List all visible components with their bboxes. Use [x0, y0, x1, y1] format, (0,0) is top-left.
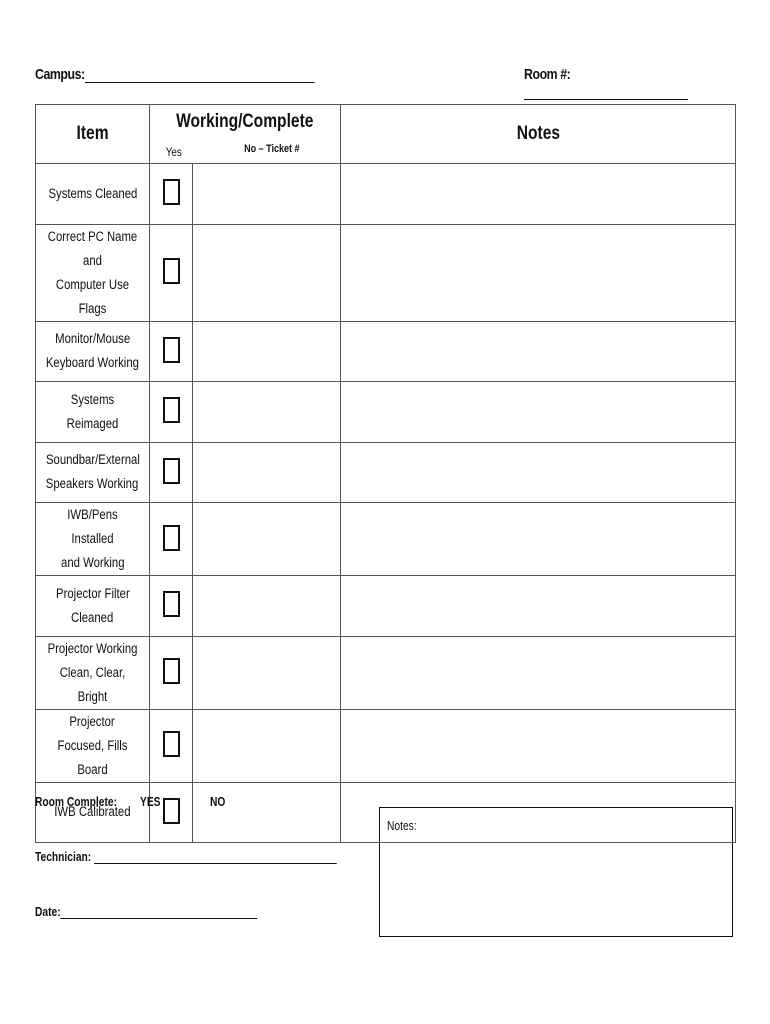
item-label-line-2: and Working	[60, 555, 125, 570]
yes-checkbox[interactable]	[163, 458, 180, 484]
notes-header: Notes	[341, 105, 736, 164]
date-line[interactable]	[61, 904, 258, 919]
table-row	[36, 321, 736, 382]
yes-checkbox[interactable]	[163, 258, 180, 284]
date-label: Date:	[35, 905, 61, 919]
table-row	[36, 503, 736, 576]
yes-cell[interactable]	[150, 709, 193, 782]
item-label-line-2: Cleaned	[71, 609, 114, 625]
table-row	[36, 442, 736, 503]
yes-cell[interactable]	[150, 576, 193, 637]
table-row	[36, 164, 736, 225]
item-cell	[36, 576, 150, 637]
table-row	[36, 382, 736, 443]
table-row	[36, 224, 736, 321]
item-label-line-1: Projector Filter	[55, 585, 130, 601]
item-label-line-1: Systems Reimaged	[66, 391, 119, 431]
checklist-table	[35, 104, 736, 843]
working-title: Working/Complete	[176, 111, 314, 132]
notes-cell[interactable]	[341, 164, 736, 225]
ticket-cell[interactable]	[193, 782, 341, 843]
yes-checkbox[interactable]	[163, 525, 180, 551]
item-label-line-2: Focused, Fills Board	[57, 737, 128, 777]
item-cell	[36, 782, 150, 843]
date-field[interactable]	[35, 904, 257, 919]
notes-cell[interactable]	[341, 442, 736, 503]
table-row	[36, 709, 736, 782]
notes-cell[interactable]	[341, 709, 736, 782]
technician-field[interactable]	[35, 849, 337, 864]
no-ticket-subheader: No – Ticket #	[244, 143, 300, 155]
item-label-line-2: Speakers Working	[46, 476, 139, 492]
ticket-cell[interactable]	[193, 382, 341, 443]
yes-cell[interactable]	[150, 321, 193, 382]
item-label-line-1: Correct PC Name and	[47, 228, 138, 268]
ticket-cell[interactable]	[193, 576, 341, 637]
item-label-line-1: IWB/Pens Installed	[67, 507, 118, 546]
ticket-cell[interactable]	[193, 503, 341, 576]
item-label-line-1: Projector	[69, 713, 116, 729]
item-label-line-1: IWB Calibrated	[54, 804, 131, 820]
yes-checkbox[interactable]	[163, 179, 180, 205]
notes-cell[interactable]	[341, 224, 736, 321]
item-header: Item	[36, 105, 150, 164]
item-label-line-2: Keyboard Working	[45, 355, 140, 371]
ticket-cell[interactable]	[193, 442, 341, 503]
yes-cell[interactable]	[150, 382, 193, 443]
room-line[interactable]	[524, 85, 688, 100]
ticket-cell[interactable]	[193, 709, 341, 782]
item-cell	[36, 503, 150, 576]
yes-subheader: Yes	[165, 145, 182, 159]
technician-line[interactable]	[94, 849, 337, 864]
room-field[interactable]	[524, 66, 726, 100]
campus-label: Campus:	[35, 66, 85, 83]
item-label-line-1: Monitor/Mouse	[54, 331, 130, 347]
item-cell	[36, 224, 150, 321]
campus-field[interactable]	[35, 66, 314, 83]
item-cell	[36, 442, 150, 503]
table-row	[36, 576, 736, 637]
campus-line[interactable]	[85, 68, 315, 83]
room-complete-yes[interactable]: YES	[140, 795, 161, 809]
ticket-cell[interactable]	[193, 321, 341, 382]
notes-cell[interactable]	[341, 321, 736, 382]
notes-cell[interactable]	[341, 576, 736, 637]
item-label-line-1: Soundbar/External	[45, 452, 140, 468]
notes-cell[interactable]	[341, 382, 736, 443]
notes-cell[interactable]	[341, 503, 736, 576]
item-label-line-1: Systems Cleaned	[48, 185, 137, 201]
item-label-line-2: Clean, Clear, Bright	[59, 664, 126, 704]
item-cell	[36, 164, 150, 225]
item-cell	[36, 321, 150, 382]
yes-cell[interactable]	[150, 503, 193, 576]
item-cell	[36, 709, 150, 782]
room-label: Room #:	[524, 66, 571, 83]
technician-label: Technician:	[35, 850, 92, 864]
room-complete-label: Room Complete:	[35, 795, 117, 809]
yes-checkbox[interactable]	[163, 798, 180, 824]
ticket-cell[interactable]	[193, 636, 341, 709]
table-header-row	[36, 105, 736, 164]
yes-cell[interactable]	[150, 164, 193, 225]
notes-box[interactable]	[379, 807, 733, 937]
item-cell	[36, 636, 150, 709]
yes-checkbox[interactable]	[163, 658, 180, 684]
room-complete-no[interactable]: NO	[210, 795, 226, 809]
notes-cell[interactable]	[341, 636, 736, 709]
ticket-cell[interactable]	[193, 164, 341, 225]
item-label-line-1: Projector Working	[47, 640, 138, 656]
yes-checkbox[interactable]	[163, 591, 180, 617]
ticket-cell[interactable]	[193, 224, 341, 321]
item-cell	[36, 382, 150, 443]
yes-checkbox[interactable]	[163, 397, 180, 423]
item-label-line-2: Computer Use Flags	[55, 276, 130, 316]
table-row	[36, 636, 736, 709]
working-header	[150, 105, 341, 164]
yes-cell[interactable]	[150, 636, 193, 709]
yes-cell[interactable]	[150, 224, 193, 321]
notes-box-label: Notes:	[387, 819, 417, 833]
yes-cell[interactable]	[150, 782, 193, 843]
yes-checkbox[interactable]	[163, 337, 180, 363]
yes-cell[interactable]	[150, 442, 193, 503]
yes-checkbox[interactable]	[163, 731, 180, 757]
